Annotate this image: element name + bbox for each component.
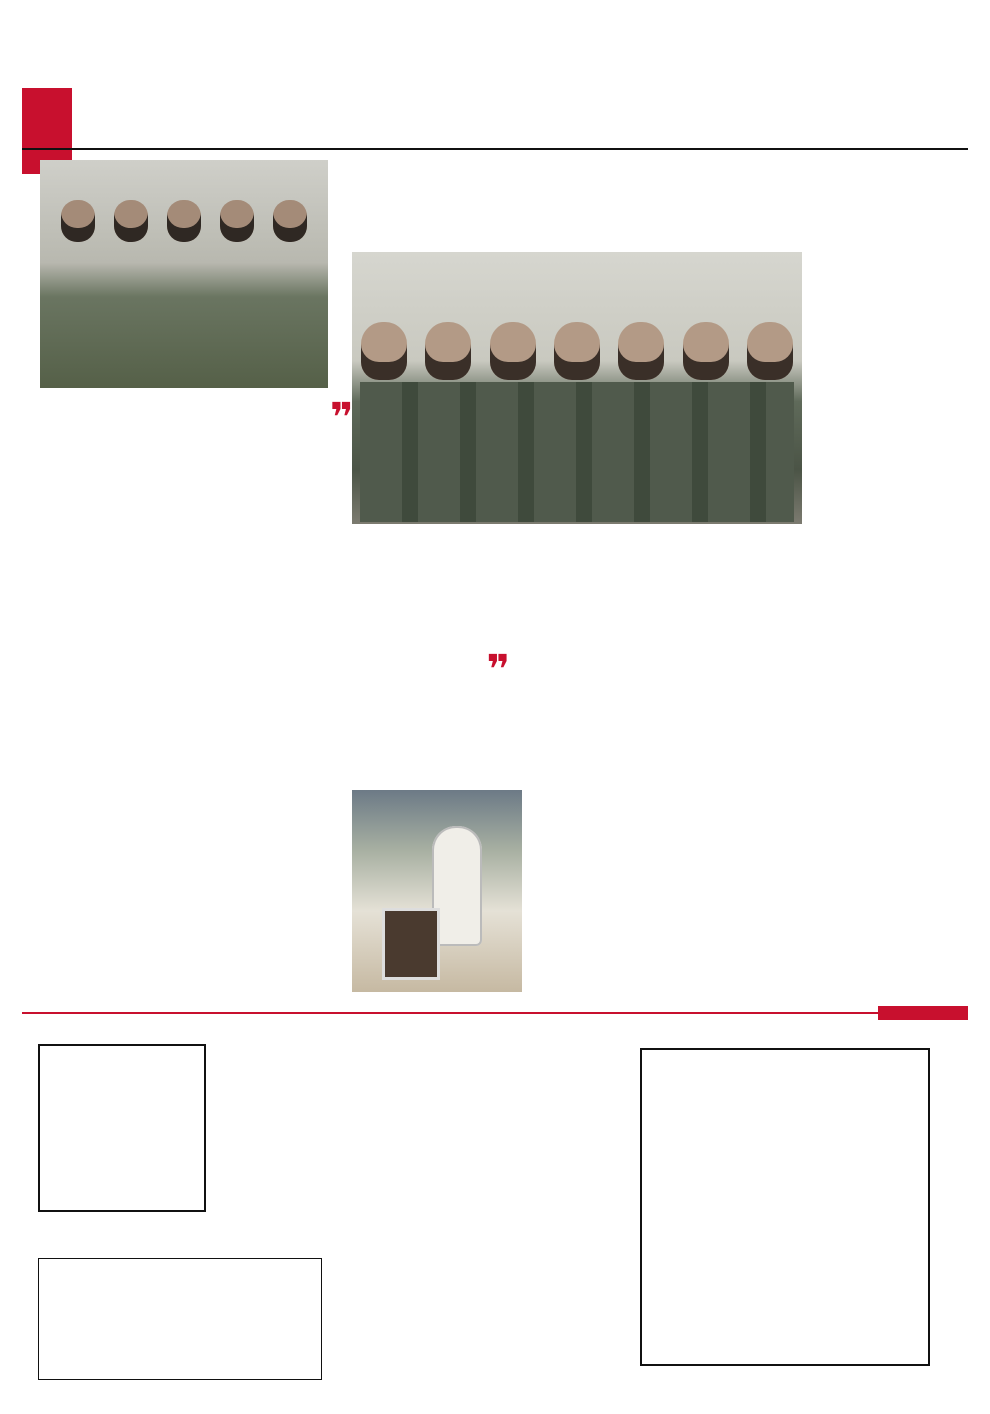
answer-grid [38,1258,322,1380]
crossword-row-numbers [934,1048,964,1366]
article-column-2 [634,528,794,998]
quote-mark-icon: ❞ [330,395,354,441]
puzzle-section-band [22,1006,968,1020]
article-column-1 [800,470,968,1000]
main-photo-caption [784,252,794,472]
person-figure [618,322,664,380]
person-figure [425,322,471,380]
person-figure [361,322,407,380]
pull-quote [468,660,626,780]
archive-photo [40,160,328,388]
article-column-6 [186,596,346,1000]
across-clues [354,1062,634,1212]
archive-photo-caption [332,160,348,390]
crossword-grid[interactable] [640,1048,930,1366]
section-logo [400,84,580,146]
pull-quote [186,430,346,586]
article-column-3 [468,528,626,640]
quote-mark-icon: ❞ [486,647,510,693]
person-figure [683,322,729,380]
person-figure [490,322,536,380]
uniformed-group [360,382,794,522]
masthead-divider [22,148,968,150]
puzzle-section-tag [878,1006,968,1020]
down-clues [354,1232,634,1382]
person-figure [220,200,254,242]
sudoku-grid[interactable] [38,1044,206,1212]
crossword-column-numbers [640,1024,930,1048]
band-line [22,1012,878,1014]
person-figure [114,200,148,242]
person-figure [167,200,201,242]
person-figure [273,200,307,242]
person-figure [554,322,600,380]
article-column-5 [40,396,182,1000]
main-photo [352,252,802,524]
person-figure [61,200,95,242]
